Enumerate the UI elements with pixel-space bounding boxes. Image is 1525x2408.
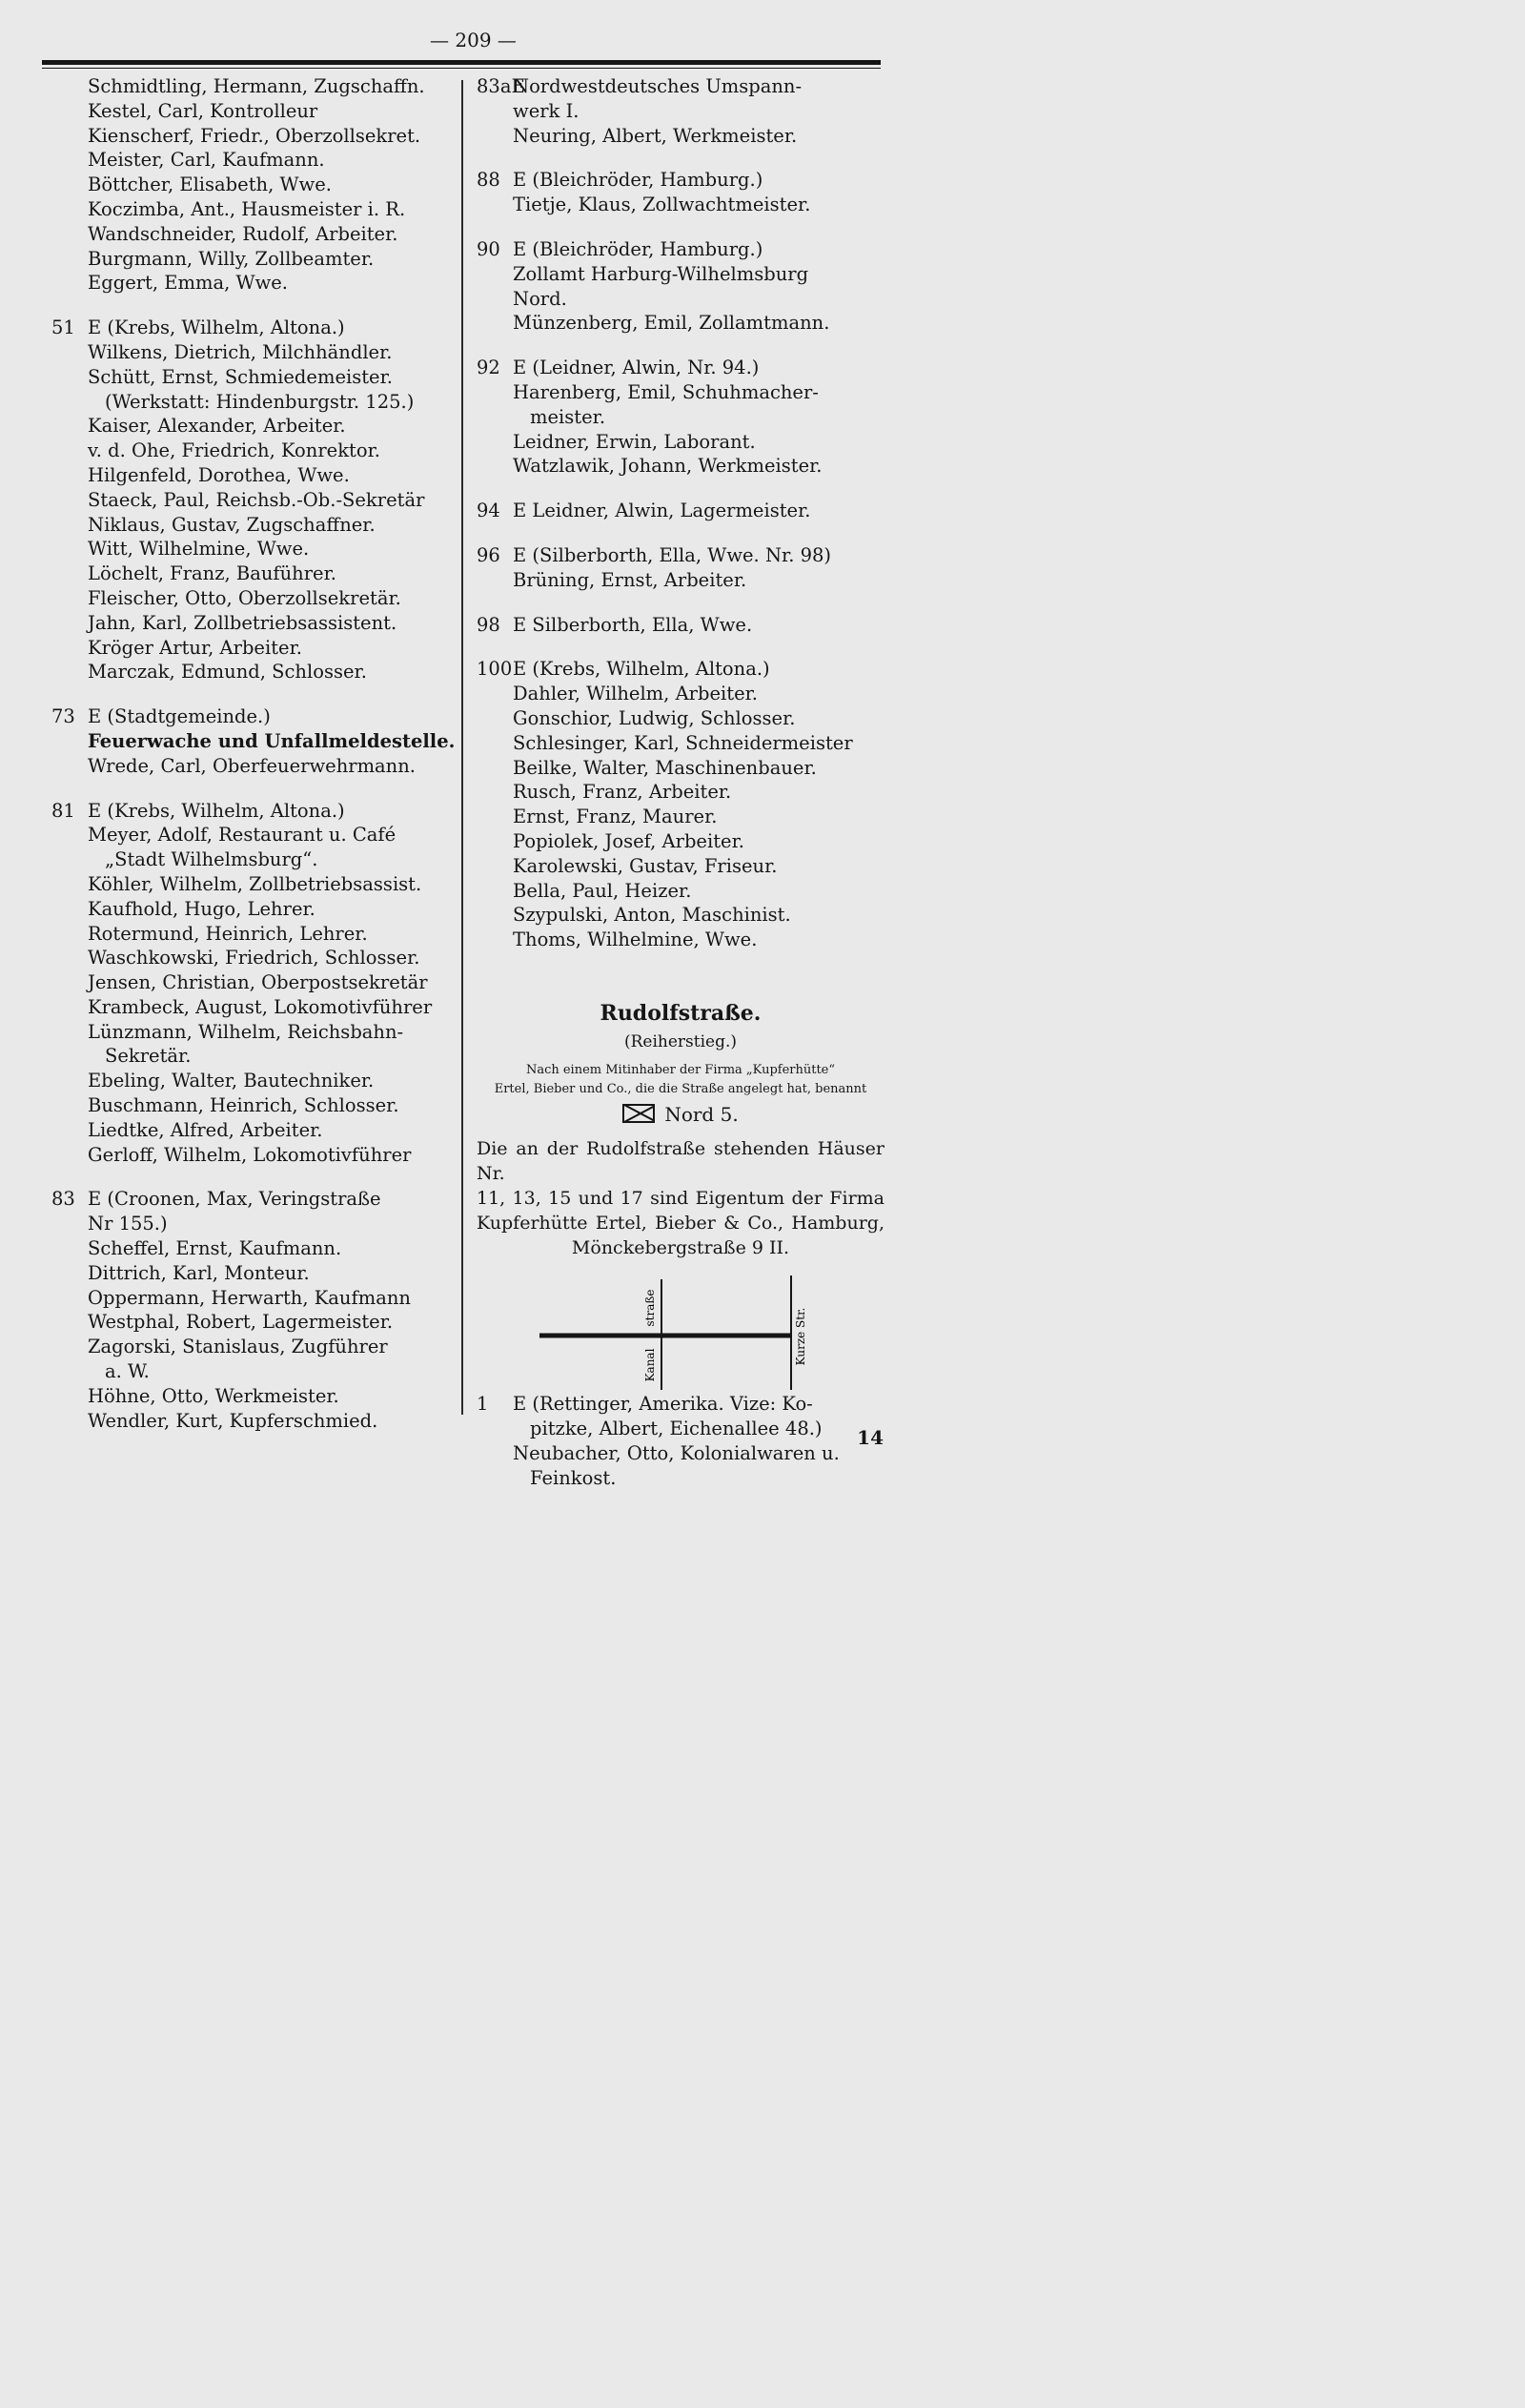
entry-text: Brüning, Ernst, Arbeiter. xyxy=(513,568,747,591)
house-number: 88 xyxy=(477,169,500,192)
entry-text: Burgmann, Willy, Zollbeamter. xyxy=(88,247,375,270)
resident-line xyxy=(477,928,884,952)
entry-text: Rotermund, Heinrich, Lehrer. xyxy=(88,922,368,945)
entry-text: Kaufhold, Hugo, Lehrer. xyxy=(88,897,315,920)
house-number: 73 xyxy=(51,705,75,728)
resident-line xyxy=(477,854,884,879)
street-description-line: 11, 13, 15 und 17 sind Eigentum der Firma xyxy=(477,1188,884,1210)
house-entry xyxy=(477,499,884,523)
resident-line xyxy=(477,124,884,149)
house-number: 100 xyxy=(477,658,513,681)
entry-text: Münzenberg, Emil, Zollamtmann. xyxy=(513,312,830,335)
entry-text: Leidner, Erwin, Laborant. xyxy=(513,430,756,453)
entry-text: Ernst, Franz, Maurer. xyxy=(513,806,718,828)
resident-line xyxy=(51,636,452,661)
house-entry xyxy=(51,1187,452,1212)
resident-line xyxy=(477,780,884,805)
resident-line xyxy=(51,823,452,847)
entry-text: Feuerwache und Unfallmeldestelle. xyxy=(88,729,456,752)
resident-line xyxy=(477,805,884,829)
entry-text: Thoms, Wilhelmine, Wwe. xyxy=(513,929,758,951)
resident-line xyxy=(51,1143,452,1168)
resident-line xyxy=(51,754,452,779)
resident-line xyxy=(51,1044,452,1069)
entry-text: pitzke, Albert, Eichenallee 48.) xyxy=(530,1418,823,1440)
entry-text: Kestel, Carl, Kontrolleur xyxy=(88,99,318,122)
house-number: 98 xyxy=(477,613,500,636)
resident-line xyxy=(51,365,452,390)
entry-text: „Stadt Wilhelmsburg“. xyxy=(105,848,318,871)
entry-text: Wandschneider, Rudolf, Arbeiter. xyxy=(88,222,398,245)
resident-line xyxy=(51,970,452,995)
entry-gap xyxy=(477,336,884,356)
resident-line xyxy=(477,1466,884,1491)
street-map xyxy=(477,1272,884,1392)
street-description-line: Kupferhütte Ertel, Bieber & Co., Hamburg, xyxy=(477,1213,884,1235)
entry-text: Zollamt Harburg-Wilhelmsburg xyxy=(513,262,809,285)
resident-line xyxy=(51,995,452,1020)
entry-text: E Leidner, Alwin, Lagermeister. xyxy=(513,500,811,522)
house-entry xyxy=(477,356,884,380)
resident-line xyxy=(51,1093,452,1118)
entry-text: Rusch, Franz, Arbeiter. xyxy=(513,781,732,804)
street-heading: Rudolfstraße. xyxy=(600,1000,762,1026)
entry-text: Wrede, Carl, Oberfeuerwehrmann. xyxy=(88,754,417,777)
entry-gap xyxy=(477,637,884,657)
house-number: 92 xyxy=(477,357,500,379)
house-number: 81 xyxy=(51,799,75,822)
resident-line xyxy=(51,946,452,970)
resident-line xyxy=(51,1335,452,1359)
entry-gap xyxy=(477,523,884,543)
entry-text: E (Silberborth, Ella, Wwe. Nr. 98) xyxy=(513,543,832,566)
entry-text: Liedtke, Alfred, Arbeiter. xyxy=(88,1118,323,1141)
entry-text: v. d. Ohe, Friedrich, Konrektor. xyxy=(88,439,380,462)
house-number: 83 xyxy=(51,1188,75,1211)
entry-gap xyxy=(477,593,884,613)
resident-line xyxy=(51,1359,452,1384)
entry-text: Bella, Paul, Heizer. xyxy=(513,879,692,902)
street-note-line: Nach einem Mitinhaber der Firma „Kupferhütte“ xyxy=(525,1062,836,1077)
resident-line xyxy=(51,99,452,124)
street-description-line: Mönckebergstraße 9 II. xyxy=(571,1237,790,1259)
right-column-entries xyxy=(477,74,884,952)
entry-text: Popiolek, Josef, Arbeiter. xyxy=(513,829,744,852)
left-column xyxy=(51,74,456,1433)
resident-line xyxy=(51,390,452,415)
resident-line xyxy=(51,561,452,586)
entry-text: a. W. xyxy=(105,1360,150,1383)
resident-line xyxy=(477,1441,884,1466)
entry-text: Kaiser, Alexander, Arbeiter. xyxy=(88,415,346,438)
entry-text: Harenberg, Emil, Schuhmacher- xyxy=(513,380,819,403)
entry-text: Schütt, Ernst, Schmiedemeister. xyxy=(88,365,393,388)
entry-text: Jensen, Christian, Oberpostsekretär xyxy=(88,971,428,994)
entry-text: Böttcher, Elisabeth, Wwe. xyxy=(88,173,332,196)
resident-line xyxy=(477,311,884,336)
entry-text: Wilkens, Dietrich, Milchhändler. xyxy=(88,340,393,363)
house-number: 51 xyxy=(51,316,75,339)
resident-line xyxy=(477,405,884,430)
entry-text: Höhne, Otto, Werkmeister. xyxy=(88,1384,339,1407)
entry-text: Gonschior, Ludwig, Schlosser. xyxy=(513,706,796,729)
header-rule-thin xyxy=(42,68,881,69)
entry-text: Neuring, Albert, Werkmeister. xyxy=(513,124,798,147)
house-entry xyxy=(477,237,884,262)
house-entry xyxy=(477,74,884,99)
resident-line xyxy=(477,756,884,781)
entry-text: Feinkost. xyxy=(530,1466,617,1489)
entry-text: Schmidtling, Hermann, Zugschaffn. xyxy=(88,75,425,97)
entry-text: Niklaus, Gustav, Zugschaffner. xyxy=(88,513,376,536)
entry-gap xyxy=(51,684,452,704)
resident-line xyxy=(51,463,452,488)
resident-line xyxy=(51,173,452,197)
resident-line xyxy=(51,1384,452,1409)
resident-line xyxy=(51,439,452,463)
entry-text: Ebeling, Walter, Bautechniker. xyxy=(88,1070,375,1092)
resident-line xyxy=(51,660,452,684)
entry-text: E (Bleichröder, Hamburg.) xyxy=(513,169,763,192)
entry-text: Nord. xyxy=(513,287,567,310)
house-number: 1 xyxy=(477,1393,489,1416)
resident-line xyxy=(51,922,452,947)
entry-text: Kienscherf, Friedr., Oberzollsekret. xyxy=(88,124,421,147)
resident-line xyxy=(51,148,452,173)
resident-line xyxy=(51,488,452,513)
house-number: 83aE xyxy=(477,75,525,97)
resident-line xyxy=(477,287,884,312)
entry-text: E (Krebs, Wilhelm, Altona.) xyxy=(513,658,770,681)
entry-text: E (Krebs, Wilhelm, Altona.) xyxy=(88,316,345,339)
entry-gap xyxy=(51,779,452,799)
resident-line xyxy=(51,586,452,611)
resident-line xyxy=(51,340,452,365)
entry-text: Neubacher, Otto, Kolonialwaren u. xyxy=(513,1441,840,1464)
entry-text: Krambeck, August, Lokomotivführer xyxy=(88,995,433,1018)
entry-text: E (Leidner, Alwin, Nr. 94.) xyxy=(513,357,760,379)
entry-text: Zagorski, Stanislaus, Zugführer xyxy=(88,1336,388,1358)
entry-text: Nordwestdeutsches Umspann- xyxy=(513,75,803,97)
entry-gap xyxy=(477,479,884,499)
column-divider xyxy=(461,80,463,1415)
resident-line xyxy=(51,611,452,636)
entry-gap xyxy=(51,1167,452,1187)
resident-line xyxy=(51,1409,452,1434)
entry-text: meister. xyxy=(530,405,606,428)
entry-text: Westphal, Robert, Lagermeister. xyxy=(88,1311,394,1334)
entry-text: Meister, Carl, Kaufmann. xyxy=(88,149,325,172)
entry-text: Fleischer, Otto, Oberzollsekretär. xyxy=(88,586,401,609)
resident-line xyxy=(477,706,884,731)
entry-text: Oppermann, Herwarth, Kaufmann xyxy=(88,1286,411,1309)
resident-line xyxy=(51,1212,452,1236)
house-entry xyxy=(51,316,452,340)
resident-line xyxy=(51,271,452,296)
right-column xyxy=(477,74,884,1490)
house-entry xyxy=(477,1392,884,1417)
resident-line xyxy=(477,903,884,928)
entry-text: Szypulski, Anton, Maschinist. xyxy=(513,904,791,927)
street-map-drawing xyxy=(477,1272,884,1392)
resident-line xyxy=(51,847,452,872)
resident-line xyxy=(477,829,884,854)
resident-line xyxy=(51,124,452,149)
resident-line xyxy=(477,193,884,217)
entry-text: Lünzmann, Wilhelm, Reichsbahn- xyxy=(88,1020,404,1043)
street-name-origin xyxy=(477,1061,884,1099)
street-description-line: Die an der Rudolfstraße stehenden Häuser Nr. xyxy=(477,1138,884,1185)
street-note-line: Ertel, Bieber und Co., die die Straße angelegt hat, benannt xyxy=(494,1081,867,1096)
entry-text: Schlesinger, Karl, Schneidermeister xyxy=(513,731,853,754)
resident-line xyxy=(477,430,884,455)
resident-line xyxy=(477,454,884,479)
entry-text: Eggert, Emma, Wwe. xyxy=(88,272,289,295)
entry-text: Scheffel, Ernst, Kaufmann. xyxy=(88,1237,342,1260)
entry-text: Koczimba, Ant., Hausmeister i. R. xyxy=(88,197,406,220)
entry-gap xyxy=(477,217,884,237)
entry-text: E (Krebs, Wilhelm, Altona.) xyxy=(88,799,345,822)
resident-line xyxy=(477,262,884,287)
resident-line xyxy=(477,1417,884,1441)
resident-line xyxy=(51,1286,452,1311)
entry-gap xyxy=(477,148,884,168)
resident-line xyxy=(51,1118,452,1143)
map-label-kanal: Kanal xyxy=(643,1348,657,1382)
house-entry xyxy=(477,613,884,638)
entry-text: Meyer, Adolf, Restaurant u. Café xyxy=(88,824,396,847)
entry-text: Gerloff, Wilhelm, Lokomotivführer xyxy=(88,1143,412,1166)
house-number: 90 xyxy=(477,237,500,260)
entry-text: Löchelt, Franz, Bauführer. xyxy=(88,562,336,585)
entry-text: Dittrich, Karl, Monteur. xyxy=(88,1261,310,1284)
entry-text: Waschkowski, Friedrich, Schlosser. xyxy=(88,947,420,969)
entry-gap xyxy=(51,296,452,316)
street-description xyxy=(477,1136,884,1260)
street-district: (Reiherstieg.) xyxy=(623,1031,738,1051)
resident-line xyxy=(51,872,452,897)
resident-line xyxy=(51,197,452,222)
resident-line xyxy=(51,247,452,272)
entry-text: Kröger Artur, Arbeiter. xyxy=(88,636,302,659)
house-entry xyxy=(477,168,884,193)
entry-text: Tietje, Klaus, Zollwachtmeister. xyxy=(513,194,811,216)
entry-text: Nr 155.) xyxy=(88,1213,168,1235)
folio-number: 14 xyxy=(857,1426,884,1449)
resident-line xyxy=(51,1236,452,1261)
entry-text: Wendler, Kurt, Kupferschmied. xyxy=(88,1409,378,1432)
resident-line xyxy=(51,74,452,99)
entry-text: Hilgenfeld, Dorothea, Wwe. xyxy=(88,463,350,486)
resident-line xyxy=(477,731,884,756)
resident-line xyxy=(51,414,452,439)
entry-text: E Silberborth, Ella, Wwe. xyxy=(513,613,753,636)
house-entry xyxy=(51,704,452,729)
house-number: 96 xyxy=(477,543,500,566)
resident-line xyxy=(51,897,452,922)
resident-line xyxy=(477,568,884,593)
entry-text: (Werkstatt: Hindenburgstr. 125.) xyxy=(105,390,415,413)
entry-text: werk I. xyxy=(513,99,580,122)
resident-line xyxy=(51,729,456,754)
resident-line xyxy=(51,1261,452,1286)
entry-text: E (Rettinger, Amerika. Vize: Ko- xyxy=(513,1393,813,1416)
resident-line xyxy=(477,99,884,124)
resident-line xyxy=(477,380,884,405)
street-entries xyxy=(477,1392,884,1490)
resident-line xyxy=(51,513,452,538)
resident-line xyxy=(51,1020,452,1045)
resident-line xyxy=(477,682,884,706)
entry-text: Karolewski, Gustav, Friseur. xyxy=(513,854,778,877)
house-entry xyxy=(477,543,884,568)
entry-text: E (Bleichröder, Hamburg.) xyxy=(513,237,763,260)
envelope-icon xyxy=(622,1104,655,1123)
entry-text: Buschmann, Heinrich, Schlosser. xyxy=(88,1094,399,1117)
entry-text: E (Stadtgemeinde.) xyxy=(88,705,271,728)
entry-text: Beilke, Walter, Maschinenbauer. xyxy=(513,756,817,779)
entry-text: Sekretär. xyxy=(105,1045,192,1068)
entry-text: Witt, Wilhelmine, Wwe. xyxy=(88,538,310,561)
header-rule-thick xyxy=(42,60,881,65)
map-label-strasse: straße xyxy=(643,1289,657,1327)
page-number: — 209 — xyxy=(430,29,517,51)
house-number: 94 xyxy=(477,500,500,522)
postal-district-label: Nord 5. xyxy=(664,1102,739,1126)
house-entry xyxy=(477,657,884,682)
entry-text: Watzlawik, Johann, Werkmeister. xyxy=(513,455,823,478)
house-entry xyxy=(51,799,452,824)
resident-line xyxy=(51,1069,452,1093)
map-label-kurze-str: Kurze Str. xyxy=(794,1307,807,1366)
entry-text: Köhler, Wilhelm, Zollbetriebsassist. xyxy=(88,872,422,895)
resident-line xyxy=(477,879,884,904)
entry-text: E (Croonen, Max, Veringstraße xyxy=(88,1188,381,1211)
resident-line xyxy=(51,222,452,247)
postal-district xyxy=(477,1103,884,1128)
directory-page xyxy=(0,0,946,1495)
entry-text: Staeck, Paul, Reichsb.-Ob.-Sekretär xyxy=(88,488,425,511)
resident-line xyxy=(51,1310,452,1335)
entry-text: Jahn, Karl, Zollbetriebsassistent. xyxy=(88,611,397,634)
entry-text: Dahler, Wilhelm, Arbeiter. xyxy=(513,683,758,705)
entry-text: Marczak, Edmund, Schlosser. xyxy=(88,661,367,684)
resident-line xyxy=(51,537,452,561)
